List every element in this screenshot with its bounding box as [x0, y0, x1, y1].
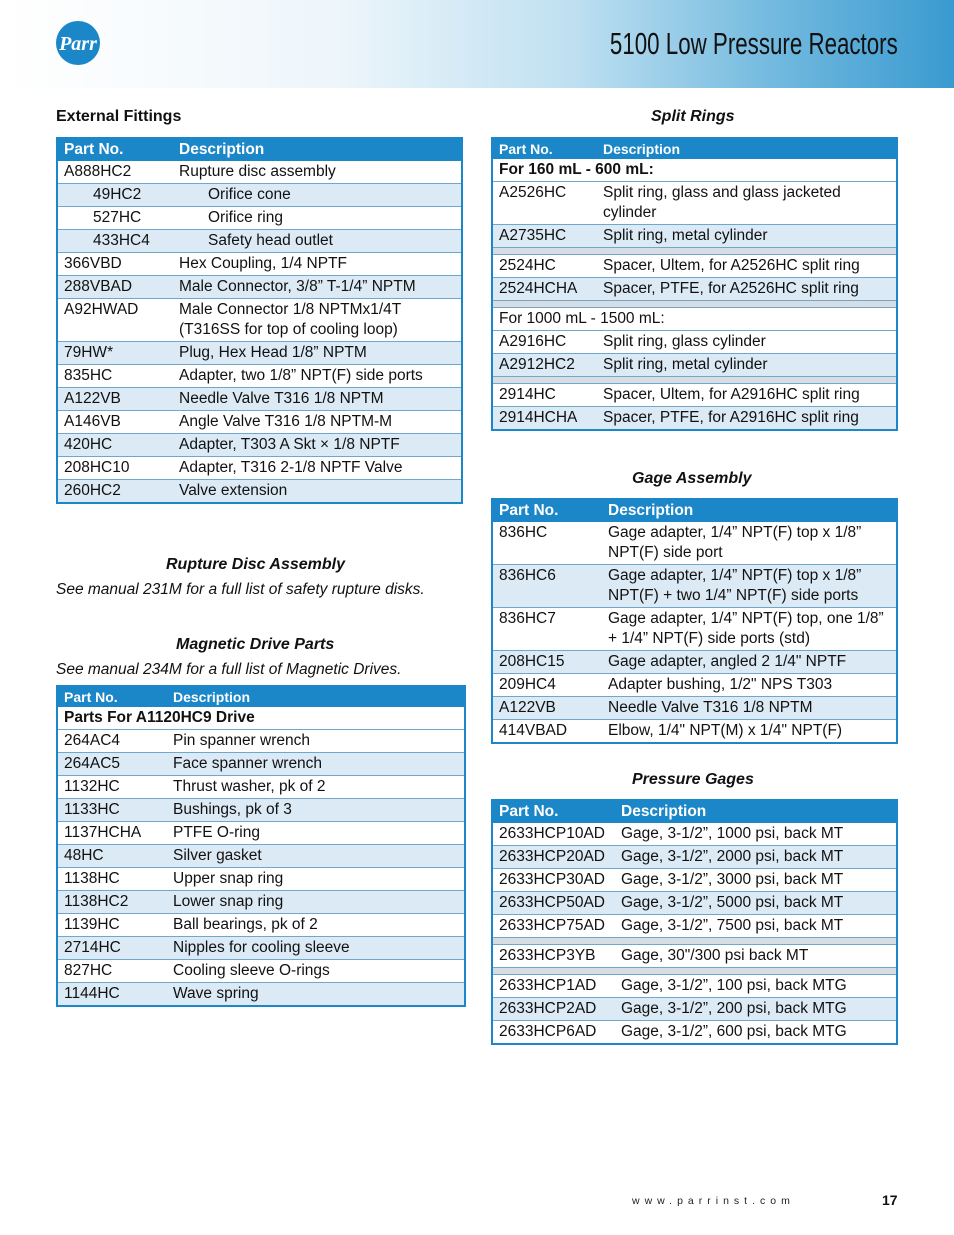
part-number: 79HW* [57, 342, 173, 365]
table-divider [492, 301, 897, 308]
table-row [57, 299, 462, 342]
part-description: Gage, 3-1/2”, 7500 psi, back MT [615, 915, 897, 938]
col-part-no: Part No. [492, 138, 597, 159]
col-description: Description [602, 499, 897, 522]
part-number: 835HC [57, 365, 173, 388]
table-row [492, 651, 897, 674]
part-description: Split ring, glass and glass jacketed cylinder [597, 182, 897, 225]
part-number: 2524HCHA [492, 278, 597, 301]
table-row [57, 753, 465, 776]
table-row [492, 869, 897, 892]
part-number: 208HC10 [57, 457, 173, 480]
table-row [57, 937, 465, 960]
part-description: Hex Coupling, 1/4 NPTF [173, 253, 462, 276]
part-description: Ball bearings, pk of 2 [167, 914, 465, 937]
part-description: Gage, 3-1/2”, 5000 psi, back MT [615, 892, 897, 915]
part-description: Cooling sleeve O-rings [167, 960, 465, 983]
table-row [492, 1021, 897, 1045]
table-row [492, 182, 897, 225]
table-row [492, 892, 897, 915]
part-description: Gage adapter, 1/4” NPT(F) top x 1/8” NPT(F) side port [602, 522, 897, 565]
magnetic-drive-title: Magnetic Drive Parts [176, 636, 335, 653]
part-number: 2633HCP6AD [492, 1021, 615, 1045]
part-number: 2633HCP2AD [492, 998, 615, 1021]
part-number: 49HC2 [57, 184, 173, 207]
col-part-no: Part No. [492, 800, 615, 823]
table-row [492, 331, 897, 354]
part-number: 420HC [57, 434, 173, 457]
part-description: Plug, Hex Head 1/8” NPTM [173, 342, 462, 365]
part-description: Valve extension [173, 480, 462, 504]
table-row [492, 998, 897, 1021]
table-row [57, 891, 465, 914]
part-description: Split ring, metal cylinder [597, 354, 897, 377]
part-description: Spacer, PTFE, for A2916HC split ring [597, 407, 897, 431]
footer-url: www.parrinst.com [632, 1195, 795, 1207]
part-description: Spacer, Ultem, for A2526HC split ring [597, 255, 897, 278]
part-number: 2524HC [492, 255, 597, 278]
table-divider [492, 968, 897, 975]
table-row [57, 207, 462, 230]
table-row [492, 720, 897, 744]
part-description: Thrust washer, pk of 2 [167, 776, 465, 799]
part-description: Split ring, glass cylinder [597, 331, 897, 354]
col-part-no: Part No. [492, 499, 602, 522]
table-row [57, 480, 462, 504]
rupture-disc-note: See manual 231M for a full list of safety rupture disks. [56, 581, 425, 598]
part-description: Gage, 3-1/2”, 2000 psi, back MT [615, 846, 897, 869]
part-number: 208HC15 [492, 651, 602, 674]
part-number: 48HC [57, 845, 167, 868]
part-number: 433HC4 [57, 230, 173, 253]
part-description: Face spanner wrench [167, 753, 465, 776]
divider-cell [492, 968, 897, 975]
col-description: Description [173, 138, 462, 161]
table-row [492, 565, 897, 608]
table-row [57, 230, 462, 253]
part-number: 1144HC [57, 983, 167, 1007]
magnetic-drive-table [56, 685, 466, 1007]
part-description: Spacer, PTFE, for A2526HC split ring [597, 278, 897, 301]
table-row [57, 457, 462, 480]
part-description: Pin spanner wrench [167, 730, 465, 753]
table-row [492, 354, 897, 377]
part-number: 1138HC2 [57, 891, 167, 914]
part-number: A122VB [57, 388, 173, 411]
part-number: 836HC6 [492, 565, 602, 608]
magnetic-drive-note: See manual 234M for a full list of Magnetic Drives. [56, 661, 402, 678]
part-number: 2633HCP50AD [492, 892, 615, 915]
part-number: 260HC2 [57, 480, 173, 504]
table-row [57, 276, 462, 299]
part-number: 366VBD [57, 253, 173, 276]
part-description: Gage, 3-1/2”, 3000 psi, back MT [615, 869, 897, 892]
part-number: 2633HCP75AD [492, 915, 615, 938]
part-description: Rupture disc assembly [173, 161, 462, 184]
table-row [492, 255, 897, 278]
col-part-no: Part No. [57, 686, 167, 707]
gage-assembly-title: Gage Assembly [632, 470, 752, 487]
part-number: A2735HC [492, 225, 597, 248]
part-number: A2526HC [492, 182, 597, 225]
part-number: 1133HC [57, 799, 167, 822]
table-row [492, 915, 897, 938]
part-description: Wave spring [167, 983, 465, 1007]
part-number: 2914HCHA [492, 407, 597, 431]
part-description: Spacer, Ultem, for A2916HC split ring [597, 384, 897, 407]
part-description: Gage adapter, 1/4” NPT(F) top x 1/8” NPT(F) + two 1/4” NPT(F) side ports [602, 565, 897, 608]
table-row [492, 697, 897, 720]
part-number: 827HC [57, 960, 167, 983]
page-header [0, 0, 954, 88]
part-number: 414VBAD [492, 720, 602, 744]
part-description: Needle Valve T316 1/8 NPTM [602, 697, 897, 720]
pressure-gages-table [491, 799, 898, 1045]
table-row [57, 799, 465, 822]
part-number: 2633HCP10AD [492, 823, 615, 846]
table-row [57, 822, 465, 845]
pressure-gages-title: Pressure Gages [632, 771, 754, 788]
external-fittings-table [56, 137, 463, 504]
part-description: Gage adapter, angled 2 1/4" NPTF [602, 651, 897, 674]
table-row [492, 384, 897, 407]
part-description: Gage, 3-1/2”, 600 psi, back MTG [615, 1021, 897, 1045]
part-number: 1138HC [57, 868, 167, 891]
part-description: Needle Valve T316 1/8 NPTM [173, 388, 462, 411]
table-row [492, 522, 897, 565]
col-description: Description [597, 138, 897, 159]
part-description: Male Connector, 3/8” T-1/4” NPTM [173, 276, 462, 299]
part-description: Split ring, metal cylinder [597, 225, 897, 248]
table-subheader [492, 308, 897, 331]
table-row [57, 914, 465, 937]
table-row [492, 278, 897, 301]
part-number: 1137HCHA [57, 822, 167, 845]
gage-assembly-table [491, 498, 898, 744]
col-description: Description [167, 686, 465, 707]
part-number: 836HC [492, 522, 602, 565]
table-divider [492, 377, 897, 384]
divider-cell [492, 248, 897, 255]
table-row [57, 161, 462, 184]
part-number: A2916HC [492, 331, 597, 354]
part-number: A888HC2 [57, 161, 173, 184]
part-number: A146VB [57, 411, 173, 434]
part-description: Orifice ring [173, 207, 462, 230]
part-description: Male Connector 1/8 NPTMx1/4T (T316SS for top of cooling loop) [173, 299, 462, 342]
rupture-disc-title: Rupture Disc Assembly [166, 556, 346, 573]
part-description: Adapter bushing, 1/2" NPS T303 [602, 674, 897, 697]
part-number: 2633HCP1AD [492, 975, 615, 998]
col-description: Description [615, 800, 897, 823]
part-number: 2633HCP30AD [492, 869, 615, 892]
part-number: 1139HC [57, 914, 167, 937]
part-number: A2912HC2 [492, 354, 597, 377]
part-description: Gage, 3-1/2”, 100 psi, back MTG [615, 975, 897, 998]
part-number: 2633HCP20AD [492, 846, 615, 869]
table-row [57, 960, 465, 983]
table-row [57, 983, 465, 1007]
table-divider [492, 938, 897, 945]
table-row [57, 776, 465, 799]
table-row [492, 823, 897, 846]
table-row [492, 846, 897, 869]
table-row [57, 434, 462, 457]
table-subheader [492, 159, 897, 182]
col-part-no: Part No. [57, 138, 173, 161]
table-row [57, 868, 465, 891]
part-number: A122VB [492, 697, 602, 720]
part-description: Adapter, two 1/8” NPT(F) side ports [173, 365, 462, 388]
part-description: Gage, 3-1/2”, 200 psi, back MTG [615, 998, 897, 1021]
part-description: Orifice cone [173, 184, 462, 207]
table-row [57, 845, 465, 868]
parr-logo [50, 18, 110, 68]
part-description: Upper snap ring [167, 868, 465, 891]
table-row [492, 674, 897, 697]
split-rings-table [491, 137, 898, 431]
part-description: Adapter, T316 2-1/8 NPTF Valve [173, 457, 462, 480]
table-row [57, 184, 462, 207]
table-divider [492, 248, 897, 255]
divider-cell [492, 938, 897, 945]
part-description: Safety head outlet [173, 230, 462, 253]
table-row [57, 730, 465, 753]
part-number: 288VBAD [57, 276, 173, 299]
table-row [57, 253, 462, 276]
subheader-label: For 1000 mL - 1500 mL: [492, 308, 897, 331]
part-number: 264AC5 [57, 753, 167, 776]
part-number: 2914HC [492, 384, 597, 407]
part-description: PTFE O-ring [167, 822, 465, 845]
part-number: 1132HC [57, 776, 167, 799]
part-description: Lower snap ring [167, 891, 465, 914]
part-description: Silver gasket [167, 845, 465, 868]
part-description: Elbow, 1/4" NPT(M) x 1/4" NPT(F) [602, 720, 897, 744]
table-row [57, 388, 462, 411]
part-number: 209HC4 [492, 674, 602, 697]
divider-cell [492, 301, 897, 308]
external-fittings-title: External Fittings [56, 108, 182, 125]
part-description: Bushings, pk of 3 [167, 799, 465, 822]
magnetic-drive-subheader: Parts For A1120HC9 Drive [57, 707, 465, 730]
page-number: 17 [882, 1192, 898, 1208]
table-row [57, 342, 462, 365]
svg-text:Parr: Parr [59, 33, 97, 55]
table-row [492, 225, 897, 248]
part-number: 264AC4 [57, 730, 167, 753]
page-title: 5100 Low Pressure Reactors [610, 26, 898, 61]
part-number: 2714HC [57, 937, 167, 960]
part-number: 2633HCP3YB [492, 945, 615, 968]
table-row [492, 608, 897, 651]
table-row [57, 411, 462, 434]
table-row [492, 945, 897, 968]
part-description: Angle Valve T316 1/8 NPTM-M [173, 411, 462, 434]
part-number: A92HWAD [57, 299, 173, 342]
part-description: Gage adapter, 1/4” NPT(F) top, one 1/8” + 1/4” NPT(F) side ports (std) [602, 608, 897, 651]
part-number: 836HC7 [492, 608, 602, 651]
part-description: Gage, 30"/300 psi back MT [615, 945, 897, 968]
part-description: Nipples for cooling sleeve [167, 937, 465, 960]
divider-cell [492, 377, 897, 384]
part-number: 527HC [57, 207, 173, 230]
part-description: Gage, 3-1/2”, 1000 psi, back MT [615, 823, 897, 846]
split-rings-title: Split Rings [651, 108, 735, 125]
table-row [492, 975, 897, 998]
part-description: Adapter, T303 A Skt × 1/8 NPTF [173, 434, 462, 457]
table-row [57, 365, 462, 388]
table-row [492, 407, 897, 431]
subheader-label: For 160 mL - 600 mL: [492, 159, 897, 182]
